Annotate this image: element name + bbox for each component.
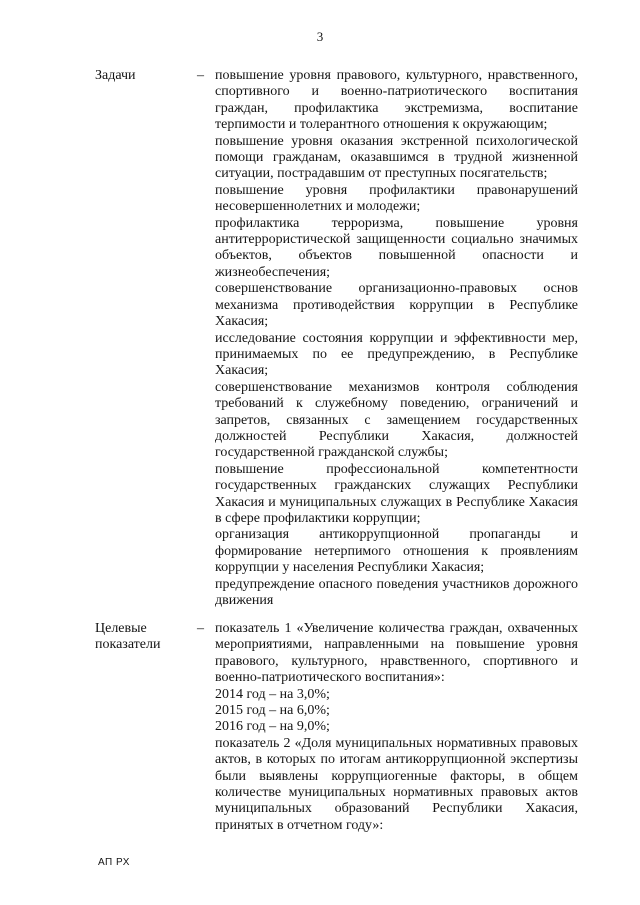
task-item: повышение уровня профилактики правонарушений несовершеннолетних и молодежи; <box>215 182 578 215</box>
task-item: совершенствование механизмов контроля соблюдения требований к служебному поведению, ограничений и запретов, связанных с замещением государственных должностей Республики Хакасия, должностей государственной гражданской службы; <box>215 379 578 461</box>
task-item: совершенствование организационно-правовых основ механизма противодействия коррупции в Республике Хакасия; <box>215 281 578 330</box>
task-item: организация антикоррупционной пропаганды и формирование нетерпимого отношения к проявлениям коррупции у населения Республики Хакасия; <box>215 527 578 576</box>
footer-mark: АП РХ <box>98 857 130 868</box>
section-label-indicators: Целевые показатели <box>95 621 161 653</box>
section-dash: – <box>197 68 204 83</box>
indicator-item: показатель 2 «Доля муниципальных нормативных правовых актов, в которых по итогам антикоррупционной экспертизы были выявлены коррупциогенные факторы, в общем количестве муниципальных нормативных правовых актов муниципальных образований Республики Хакасия, принятых в отчетном году»: <box>215 735 578 833</box>
indicator-year-value: 2015 год – на 6,0%; <box>215 703 330 719</box>
indicator-year-value: 2016 год – на 9,0%; <box>215 719 330 735</box>
task-item: предупреждение опасного поведения участников дорожного движения <box>215 576 578 608</box>
task-item: профилактика терроризма, повышение уровня антитеррористической защищенности социально значимых объектов, объектов повышенной опасности и жизнеобеспечения; <box>215 215 578 280</box>
task-item: исследование состояния коррупции и эффективности мер, принимаемых по ее предупреждению, в Республике Хакасия; <box>215 330 578 379</box>
page-number: 3 <box>316 29 324 44</box>
section-dash: – <box>197 621 204 636</box>
section-label-tasks: Задачи <box>95 68 136 83</box>
task-item: повышение уровня оказания экстренной психологической помощи гражданам, оказавшимся в трудной жизненной ситуации, пострадавшим от преступных посягательств; <box>215 133 578 182</box>
task-item: повышение профессиональной компетентности государственных гражданских служащих Республики Хакасия и муниципальных служащих в Республике Хакасия в сфере профилактики коррупции; <box>215 461 578 526</box>
task-item: повышение уровня правового, культурного, нравственного, спортивного и военно-патриотического воспитания граждан, профилактика экстремизма, воспитание терпимости и толерантного отношения к окружающим; <box>215 68 578 133</box>
indicator-year-value: 2014 год – на 3,0%; <box>215 686 330 702</box>
tasks-list <box>215 68 578 609</box>
indicators-list <box>215 621 578 834</box>
indicator-item: показатель 1 «Увеличение количества граждан, охваченных мероприятиями, направленными на повышение уровня правового, культурного, нравственного, спортивного и военно-патриотического воспитания»: <box>215 621 578 686</box>
